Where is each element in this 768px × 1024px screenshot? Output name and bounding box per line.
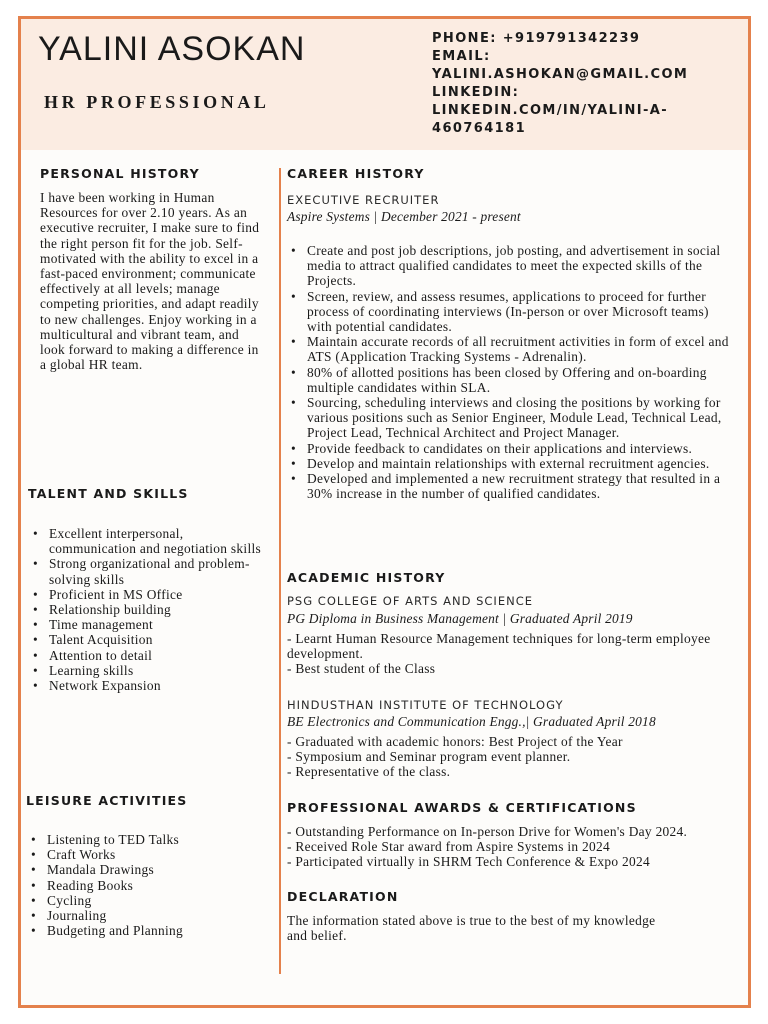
award-line: - Outstanding Performance on In-person Drive for Women's Day 2024. <box>287 824 688 839</box>
candidate-name: YALINI ASOKAN <box>38 30 306 68</box>
list-item: • Strong organizational and problem-solving skills <box>29 556 274 586</box>
awards-heading: PROFESSIONAL AWARDS & CERTIFICATIONS <box>287 800 637 815</box>
award-line: - Received Role Star award from Aspire Systems in 2024 <box>287 839 611 855</box>
detail-line: - Symposium and Seminar program event planner. <box>287 749 571 765</box>
award-line: - Participated virtually in SHRM Tech Conference & Expo 2024 <box>287 854 651 870</box>
list-item: • Talent Acquisition <box>29 632 274 647</box>
career-role: EXECUTIVE RECRUITER <box>287 193 440 207</box>
list-item: • Developed and implemented a new recruitment strategy that resulted in a 30% increase in the number of qualified candidates. <box>287 471 733 501</box>
list-item: • Create and post job descriptions, job posting, and advertisement in social media to attract qualified candidates to meet the expected skills of the Projects. <box>287 243 733 289</box>
leisure-heading: LEISURE ACTIVITIES <box>26 793 188 808</box>
leisure-list <box>27 832 272 938</box>
school-degree: PG Diploma in Business Management | Graduated April 2019 <box>287 611 633 626</box>
school-degree: BE Electronics and Communication Engg.,| Graduated April 2018 <box>287 714 656 729</box>
list-item: • Reading Books <box>27 878 272 893</box>
list-item: • Budgeting and Planning <box>27 923 272 938</box>
detail-line: - Graduated with academic honors: Best Project of the Year <box>287 734 623 749</box>
list-item: • Sourcing, scheduling interviews and closing the positions by working for various positions such as Senior Engineer, Module Lead, Technical Lead, Project Lead, Technical Architect and Project Manager. <box>287 395 733 441</box>
list-item: • Craft Works <box>27 847 272 862</box>
detail-line: - Best student of the Class <box>287 661 436 677</box>
list-item: • Time management <box>29 617 274 632</box>
list-item: • Provide feedback to candidates on their applications and interviews. <box>287 441 733 456</box>
declaration-text: The information stated above is true to the best of my knowledge and belief. <box>287 913 656 944</box>
list-item: • Learning skills <box>29 663 274 678</box>
list-item: • Relationship building <box>29 602 274 617</box>
list-item: • Excellent interpersonal, communication and negotiation skills <box>29 526 274 556</box>
career-company: Aspire Systems | December 2021 - present <box>287 209 521 224</box>
contact-linkedin: LINKEDIN: LINKEDIN.COM/IN/YALINI-A-460764181 <box>432 85 669 136</box>
skills-heading: TALENT AND SKILLS <box>28 486 189 501</box>
skills-list <box>29 526 274 693</box>
list-item: • Proficient in MS Office <box>29 587 274 602</box>
personal-history-text: I have been working in Human Resources for over 2.10 years. As an executive recruiter, I make sure to find the right person fit for the job. Self-motivated with the ability to excel in a fast-paced environment; communicate effectively at all levels; manage competing priorities, and adapt readily to new challenges. Enjoy working in a multicultural and vibrant team, and look forward to making a difference in a global HR team. <box>40 190 260 373</box>
school-details <box>287 631 733 677</box>
personal-history-heading: PERSONAL HISTORY <box>40 166 200 181</box>
school-details <box>287 734 733 780</box>
list-item: • Journaling <box>27 908 272 923</box>
list-item: • Attention to detail <box>29 648 274 663</box>
contact-block <box>432 30 722 138</box>
contact-phone: PHONE: +919791342239 <box>432 31 641 46</box>
academic-heading: ACADEMIC HISTORY <box>287 570 446 585</box>
list-item: • Cycling <box>27 893 272 908</box>
detail-line: - Representative of the class. <box>287 764 451 780</box>
list-item: • Mandala Drawings <box>27 862 272 877</box>
list-item: • Screen, review, and assess resumes, applications to proceed for further process of coordinating interviews (In-person or over Microsoft teams) with potential candidates. <box>287 289 733 335</box>
career-list <box>287 243 733 501</box>
declaration-heading: DECLARATION <box>287 889 399 904</box>
detail-line: - Learnt Human Resource Management techniques for long-term employee development. <box>287 631 711 662</box>
contact-email: EMAIL: YALINI.ASHOKAN@GMAIL.COM <box>432 49 689 82</box>
awards-details <box>287 824 717 870</box>
list-item: • Maintain accurate records of all recruitment activities in form of excel and ATS (Application Tracking Systems - Adrenalin). <box>287 334 733 364</box>
list-item: • 80% of allotted positions has been closed by Offering and on-boarding multiple candidates within SLA. <box>287 365 733 395</box>
list-item: • Develop and maintain relationships with external recruitment agencies. <box>287 456 733 471</box>
list-item: • Listening to TED Talks <box>27 832 272 847</box>
career-heading: CAREER HISTORY <box>287 166 425 181</box>
school-name: HINDUSTHAN INSTITUTE OF TECHNOLOGY <box>287 698 564 712</box>
column-divider <box>279 168 281 974</box>
candidate-title: HR PROFESSIONAL <box>44 92 270 112</box>
list-item: • Network Expansion <box>29 678 274 693</box>
school-name: PSG COLLEGE OF ARTS AND SCIENCE <box>287 594 533 608</box>
